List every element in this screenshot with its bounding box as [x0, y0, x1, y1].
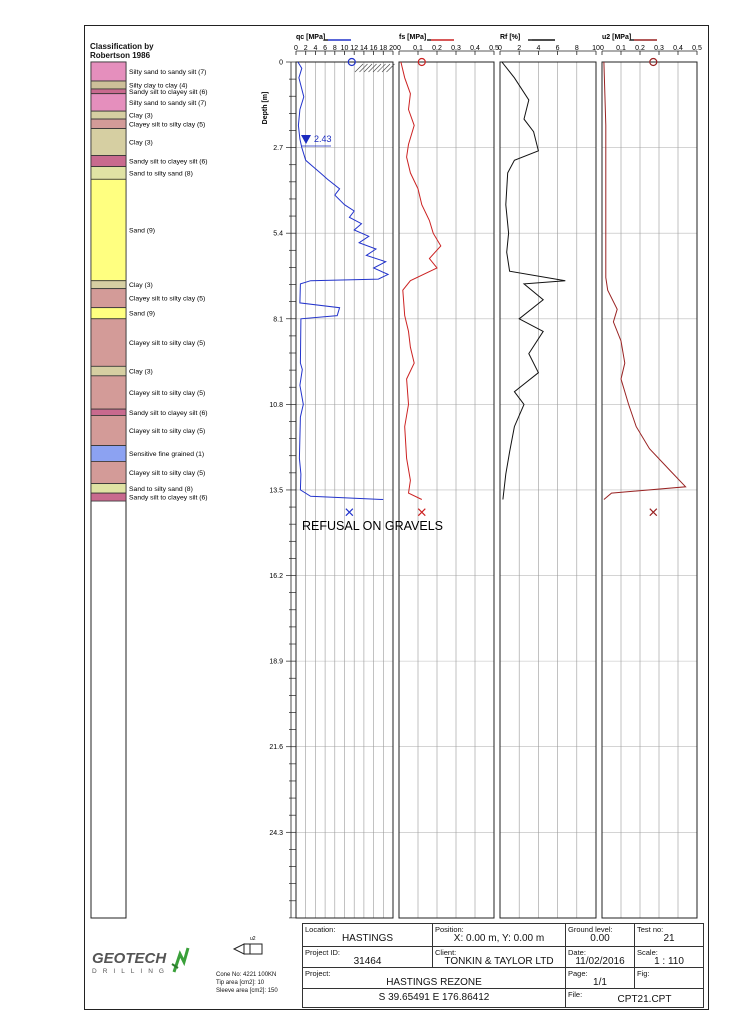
x-tick-label: 0.1 — [616, 45, 626, 52]
soil-layer-label: Clayey silt to silty clay (5) — [129, 295, 206, 303]
logo-mark-icon — [170, 944, 192, 974]
soil-layer-label: Sand to silty sand (8) — [129, 170, 193, 178]
panel-qc — [294, 34, 397, 918]
page-value: 1/1 — [593, 977, 607, 988]
x-tick-label: 0.3 — [451, 45, 461, 52]
x-tick-label: 6 — [323, 45, 328, 52]
x-tick-label: 0.5 — [692, 45, 702, 52]
depth-axis-label: Depth [m] — [262, 91, 269, 125]
end-marker — [650, 509, 657, 516]
x-tick-label: 4 — [536, 45, 541, 52]
x-tick-label: 12 — [350, 45, 359, 52]
date-value: 11/02/2016 — [575, 956, 625, 967]
logo-brand: GEOTECH — [92, 950, 167, 967]
soil-layer — [91, 129, 126, 156]
soil-layer — [91, 461, 126, 483]
position-cell — [432, 923, 566, 947]
project-id-label: Project ID: — [305, 948, 341, 957]
soil-layer — [91, 289, 126, 308]
soil-layer-label: Sand (9) — [129, 227, 156, 235]
location-cell — [302, 923, 433, 947]
soil-layer-label: Sand (9) — [129, 310, 156, 318]
x-tick-label: 0 — [498, 45, 502, 52]
x-tick-label: 0.3 — [654, 45, 664, 52]
soil-layer — [91, 62, 126, 81]
depth-tick-label: 2.7 — [273, 145, 283, 153]
project-id-cell — [302, 946, 433, 968]
x-tick-label: 0.4 — [470, 45, 480, 52]
soil-layer — [91, 281, 126, 289]
panel-u2 — [600, 34, 702, 918]
test-no-value: 21 — [663, 933, 675, 944]
soil-layer — [91, 89, 126, 94]
chart-panels — [294, 34, 702, 918]
soil-layer-label: Clayey silt to silty clay (5) — [129, 340, 206, 348]
x-tick-label: 8 — [574, 45, 579, 52]
project-cell — [302, 967, 566, 989]
soil-layer — [91, 167, 126, 180]
soil-layer — [91, 179, 126, 280]
location-value: HASTINGS — [341, 933, 394, 944]
soil-layer-label: Silty sand to sandy silt (7) — [129, 99, 207, 107]
soil-layer-label: Sandy silt to clayey silt (6) — [129, 494, 208, 502]
groundwater-label: 2.43 — [314, 134, 332, 145]
soil-layer — [91, 409, 126, 415]
soil-layer — [91, 366, 126, 376]
client-value: TONKIN & TAYLOR LTD — [444, 956, 554, 967]
panel-title: fs [MPa] — [399, 34, 427, 41]
soil-layer — [91, 446, 126, 462]
soil-layer-label: Sensitive fine grained (1) — [129, 450, 205, 458]
soil-layer-label: Clay (3) — [129, 368, 153, 376]
panel-title: Rf [%] — [500, 34, 521, 41]
depth-tick-label: 10.8 — [269, 401, 283, 409]
soil-layer-label: Silty sand to sandy silt (7) — [129, 69, 207, 77]
file-cell — [565, 988, 704, 1008]
x-tick-label: 0 — [397, 45, 401, 52]
scale-label: Scale: — [637, 948, 658, 957]
x-tick-label: 0.2 — [635, 45, 645, 52]
x-tick-label: 14 — [360, 45, 368, 52]
panel-title: qc [MPa] — [296, 34, 326, 41]
depth-tick-label: 13.5 — [269, 487, 283, 495]
project-value: HASTINGS REZONE — [386, 977, 482, 988]
file-value: CPT21.CPT — [617, 994, 672, 1005]
scale-value: 1 : 110 — [654, 956, 684, 967]
x-tick-label: 18 — [379, 45, 388, 52]
date-label: Date: — [568, 948, 586, 957]
depth-tick-label: 0 — [279, 59, 283, 67]
x-tick-label: 16 — [369, 45, 378, 52]
soil-layer-label: Silty clay to clay (4) — [129, 82, 188, 90]
test-no-label: Test no: — [637, 925, 664, 934]
soil-layer-label: Sandy silt to clayey silt (6) — [129, 88, 208, 96]
position-value: X: 0.00 m, Y: 0.00 m — [453, 933, 545, 944]
x-tick-label: 4 — [313, 45, 318, 52]
cone-number: Cone No: 4221 100KN — [216, 972, 277, 978]
cone-tip-area: Tip area [cm2]: 10 — [216, 980, 265, 986]
page-cell — [565, 967, 635, 989]
soil-layer-label: Clay (3) — [129, 282, 153, 290]
scale-cell — [634, 946, 704, 968]
soil-layer — [91, 156, 126, 167]
hatch-line — [355, 64, 363, 72]
depth-tick-label: 18.9 — [269, 658, 283, 666]
classification-title-line2: Robertson 1986 — [90, 51, 151, 60]
classification-column — [91, 62, 208, 918]
project-id-value: 31464 — [353, 956, 382, 967]
x-tick-label: 6 — [555, 45, 560, 52]
logo-subtitle: DRILLING — [92, 968, 170, 975]
file-label: File: — [568, 990, 583, 999]
hatch-line — [373, 64, 381, 72]
hatch-line — [369, 64, 377, 72]
series-line-Rf — [502, 62, 565, 500]
refusal-annotation: REFUSAL ON GRAVELS — [302, 519, 444, 533]
x-tick-label: 0 — [600, 45, 604, 52]
x-tick-label: 0.1 — [413, 45, 423, 52]
hatch-line — [360, 64, 368, 72]
panel-fs — [397, 34, 499, 918]
geotech-logo — [92, 950, 166, 967]
x-tick-label: 0.5 — [489, 45, 499, 52]
soil-layer-label: Clay (3) — [129, 139, 153, 147]
x-tick-label: 2 — [517, 45, 522, 52]
depth-tick-label: 5.4 — [273, 230, 283, 238]
soil-layer — [91, 94, 126, 111]
x-tick-label: 10 — [592, 45, 600, 52]
soil-layer — [91, 376, 126, 409]
x-tick-label: 2 — [303, 45, 308, 52]
test-no-cell — [634, 923, 704, 947]
coords-cell — [302, 988, 566, 1008]
x-tick-label: 0.4 — [673, 45, 683, 52]
classification-title-line1: Classification by — [90, 42, 154, 51]
soil-layer-label: Sandy silt to clayey silt (6) — [129, 409, 208, 417]
cone-sleeve-area: Sleeve area [cm2]: 150 — [216, 988, 278, 994]
hatch-line — [378, 64, 386, 72]
end-marker — [346, 509, 353, 516]
soil-layer — [91, 484, 126, 494]
soil-layer-label: Clayey silt to silty clay (5) — [129, 389, 206, 397]
depth-tick-label: 24.3 — [269, 829, 283, 837]
end-marker — [418, 509, 425, 516]
x-tick-label: 8 — [332, 45, 337, 52]
soil-layer-label: Clayey silt to silty clay (5) — [129, 428, 206, 436]
panel-Rf — [498, 34, 600, 918]
client-cell — [432, 946, 566, 968]
hatch-line — [364, 64, 372, 72]
soil-layer — [91, 415, 126, 445]
soil-layer-label: Sandy silt to clayey silt (6) — [129, 158, 208, 166]
soil-layer — [91, 111, 126, 119]
ground-level-value: 0.00 — [590, 933, 610, 944]
position-label: Position: — [435, 925, 464, 934]
series-line-fs — [401, 62, 441, 500]
x-tick-label: 0.2 — [432, 45, 442, 52]
depth-tick-label: 16.2 — [269, 573, 283, 581]
soil-layer — [91, 308, 126, 319]
fig-cell — [634, 967, 704, 989]
soil-layer-label: Clayey silt to silty clay (5) — [129, 470, 206, 478]
ground-level-label: Ground level: — [568, 925, 613, 934]
project-label: Project: — [305, 969, 331, 978]
ground-level-cell — [565, 923, 635, 947]
soil-layer-label: Sand to silty sand (8) — [129, 485, 193, 493]
soil-layer — [91, 119, 126, 129]
date-cell — [565, 946, 635, 968]
x-tick-label: 10 — [340, 45, 349, 52]
page-label: Page: — [568, 969, 588, 978]
series-line-u2 — [604, 62, 686, 500]
groundwater-icon — [301, 135, 311, 144]
depth-tick-label: 21.6 — [269, 744, 283, 752]
cone-icon — [230, 932, 270, 962]
soil-layer — [91, 319, 126, 367]
client-label: Client: — [435, 948, 457, 957]
fig-label: Fig: — [637, 969, 650, 978]
soil-layer — [91, 81, 126, 89]
cone-u2-label: u2 — [250, 936, 256, 942]
depth-tick-label: 8.1 — [273, 316, 283, 324]
series-line-qc — [298, 62, 388, 500]
location-label: Location: — [305, 925, 336, 934]
cone-info — [216, 971, 278, 995]
x-tick-label: 0 — [294, 45, 298, 52]
coords-value: S 39.65491 E 176.86412 — [378, 992, 490, 1003]
panel-title: u2 [MPa] — [602, 34, 632, 41]
x-tick-label: 20 — [389, 45, 397, 52]
soil-layer — [91, 493, 126, 501]
soil-layer-label: Clay (3) — [129, 112, 153, 120]
soil-layer-label: Clayey silt to silty clay (5) — [129, 121, 206, 129]
